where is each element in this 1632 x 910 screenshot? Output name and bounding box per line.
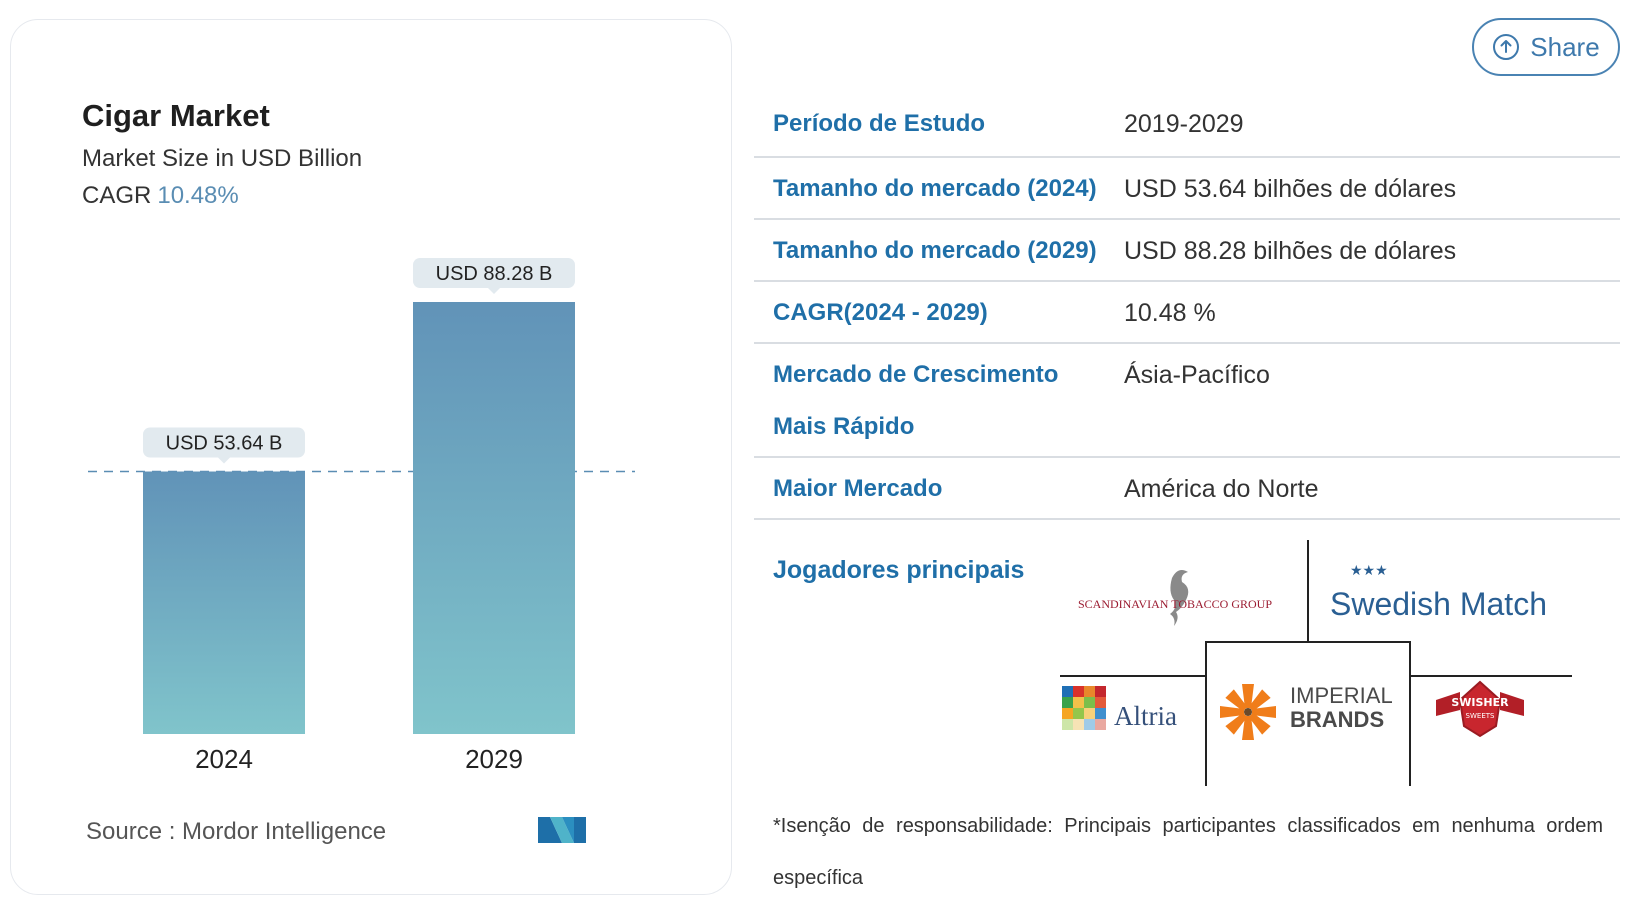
key-players-label: Jogadores principais [773,556,1025,584]
data-label-2024: USD 53.64 B [165,432,283,455]
swedish-match-logo [1330,563,1547,622]
swisher-sweets-logo [1436,682,1524,736]
data-label-2029: USD 88.28 B [435,263,553,285]
swisher-text-line2: SWEETS [1465,712,1495,720]
market-info-table [754,98,1620,520]
info-label: Maior Mercado [773,475,943,502]
info-row-largest-market [754,458,1620,520]
chart-subtitle: Market Size in USD Billion [82,145,363,172]
share-upload-icon [1492,33,1520,61]
swedish-match-stars-icon: ★★★ [1350,563,1388,579]
info-row-market-size-2029 [754,220,1620,282]
chart-source: Source : Mordor Intelligence [86,818,387,845]
info-label: Período de Estudo [773,110,986,137]
info-row-cagr [754,282,1620,344]
x-tick-label-2029: 2029 [465,744,523,774]
chart-cagr [82,182,239,210]
bar-chart [0,230,700,790]
cagr-value: 10.48% [157,182,239,209]
swisher-text-line1: SWISHER [1451,696,1509,709]
share-label: Share [1530,31,1600,62]
logo-grid [1060,540,1572,786]
info-row-study-period [754,98,1620,158]
info-label: CAGR(2024 - 2029) [773,299,988,326]
info-label: Tamanho do mercado (2024) [773,175,1097,202]
info-label: Mercado de Crescimento Mais Rápido [773,361,1059,440]
swisher-shield-icon [1460,682,1500,736]
swedish-match-text: Swedish Match [1330,586,1547,622]
imperial-text-line1: IMPERIAL [1290,683,1393,708]
imperial-text-line2: BRANDS [1290,707,1385,732]
imperial-brands-logo [1220,683,1393,740]
altria-mosaic-icon [1062,686,1106,730]
altria-text: Altria [1114,701,1177,731]
data-label-pointer-2024 [218,458,230,464]
imperial-burst-icon [1220,684,1276,740]
chart-title: Cigar Market [82,98,270,133]
info-value: América do Norte [1124,475,1319,503]
info-value: 2019-2029 [1124,110,1244,138]
info-value: 10.48 % [1124,299,1216,327]
info-row-market-size-2024 [754,158,1620,220]
data-label-pointer-2029 [488,288,500,294]
info-row-fastest-growing [754,344,1620,458]
scandinavian-tobacco-group-logo [1078,570,1272,626]
bar-2029 [413,302,575,734]
share-button[interactable] [1472,18,1620,76]
altria-logo [1062,686,1177,731]
stg-text: SCANDINAVIAN TOBACCO GROUP [1077,597,1273,611]
cagr-label: CAGR [82,182,152,209]
info-value: USD 88.28 bilhões de dólares [1124,237,1457,265]
info-label: Tamanho do mercado (2029) [773,237,1097,264]
info-value: USD 53.64 bilhões de dólares [1124,175,1457,203]
info-value: Ásia-Pacífico [1124,361,1270,389]
bar-2024 [143,472,305,734]
mordor-intelligence-logo-icon [538,815,586,845]
disclaimer: *Isenção de responsabilidade: Principais participantes classificados em nenhuma ordem específica [773,815,1603,889]
x-tick-label-2024: 2024 [195,744,253,774]
key-players-logos [1060,540,1572,786]
